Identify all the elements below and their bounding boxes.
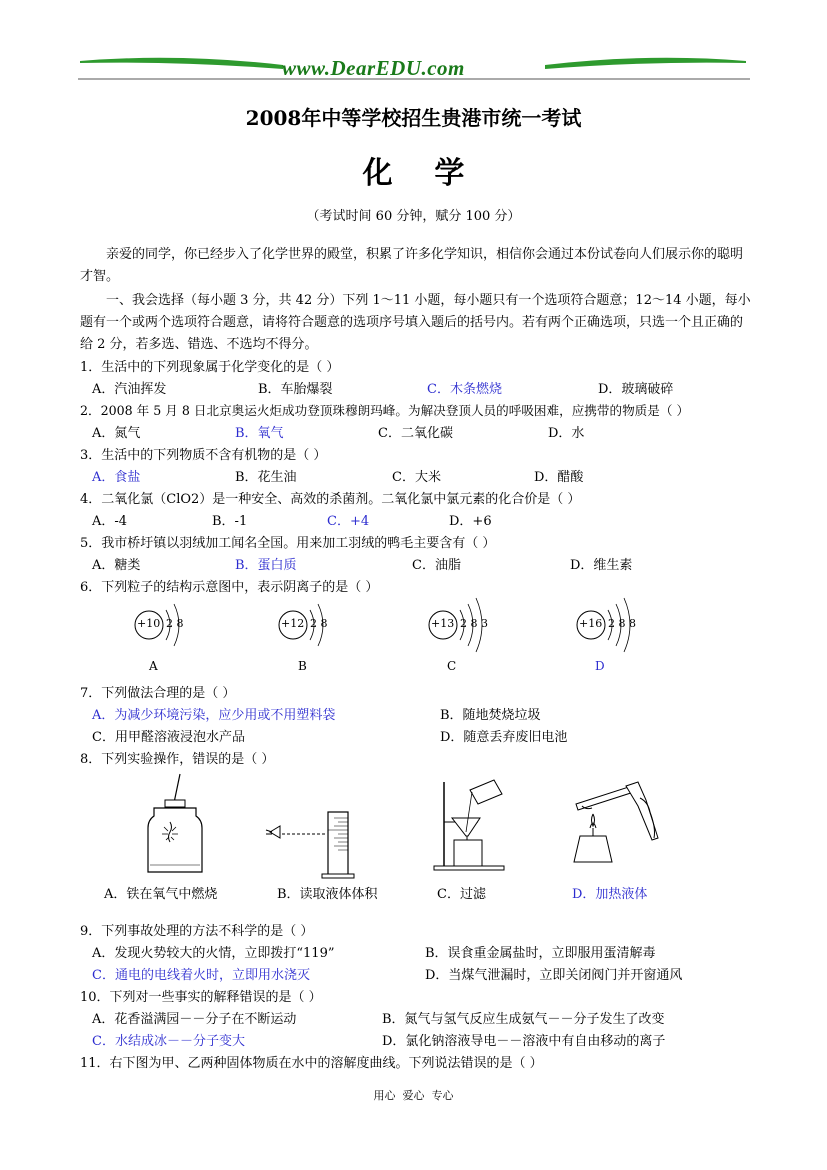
q8-option-a: A．铁在氧气中燃烧 — [104, 887, 218, 902]
atom-diagram-d — [576, 596, 656, 654]
electron-shells: 2 8 — [310, 617, 328, 630]
q1-option-d: D．玻璃破碎 — [598, 382, 674, 397]
atom-label-d: D — [595, 659, 605, 673]
q5-option-b: B．蛋白质 — [235, 558, 297, 573]
section-one-instructions: 一、我会选择（每小题 3 分，共 42 分）下列 1～11 小题，每小题只有一个选项符合题意；12～14 小题，每小题有一个或两个选项符合题意，请将符合题意的选项序号填入题后的括号内。若有两个正确选项，只选一个且正确的给 2 分，若多选、错选、不选均不得分。 — [80, 293, 751, 352]
electron-shells: 2 8 8 — [608, 617, 636, 630]
q3-option-b: B．花生油 — [235, 470, 297, 485]
reading-volume-illustration — [262, 790, 362, 880]
q8-option-d: D．加热液体 — [572, 887, 648, 902]
electron-shells: 2 8 3 — [460, 617, 488, 630]
q9-option-d: D．当煤气泄漏时，立即关闭阀门并开窗通风 — [425, 968, 683, 983]
q9-option-a: A．发现火势较大的火情，立即拨打“119” — [92, 946, 335, 961]
q8-option-c: C．过滤 — [437, 887, 486, 902]
q3-option-c: C．大米 — [392, 470, 441, 485]
q7-option-b: B．随地焚烧垃圾 — [440, 708, 541, 723]
atom-diagram-b — [278, 598, 348, 653]
q3-option-d: D．醋酸 — [534, 470, 584, 485]
q10-option-a: A．花香溢满园－－分子在不断运动 — [92, 1012, 297, 1027]
nucleus-charge: +10 — [137, 617, 161, 630]
q2-option-a: A．氮气 — [92, 426, 141, 441]
nucleus-charge: +12 — [281, 617, 305, 630]
q2-option-d: D．水 — [548, 426, 585, 441]
question-9: 9．下列事故处理的方法不科学的是（ ） — [80, 924, 314, 939]
iron-burning-illustration — [140, 772, 210, 877]
heating-liquid-illustration — [568, 778, 668, 873]
atom-diagram-a — [134, 598, 204, 653]
q1-option-a: A．汽油挥发 — [92, 382, 167, 397]
question-1: 1．生活中的下列现象属于化学变化的是（ ） — [80, 360, 340, 375]
question-5: 5．我市桥圩镇以羽绒加工闻名全国。用来加工羽绒的鸭毛主要含有（ ） — [80, 536, 496, 551]
intro-paragraph: 亲爱的同学，你已经步入了化学世界的殿堂，积累了许多化学知识，相信你会通过本份试卷向人们展示你的聪明才智。 — [80, 247, 744, 284]
q5-option-c: C．油脂 — [412, 558, 461, 573]
exam-title: 2008年中等学校招生贵港市统一考试 — [245, 106, 582, 130]
q5-option-d: D．维生素 — [570, 558, 633, 573]
q5-option-a: A．糖类 — [92, 558, 141, 573]
filtration-illustration — [432, 772, 522, 872]
nucleus-charge: +16 — [579, 617, 603, 630]
q8-option-b: B．读取液体体积 — [277, 887, 378, 902]
question-7: 7．下列做法合理的是（ ） — [80, 686, 236, 701]
q7-option-a: A．为减少环境污染，应少用或不用塑料袋 — [92, 708, 336, 723]
question-2: 2．2008 年 5 月 8 日北京奥运火炬成功登顶珠穆朗玛峰。为解决登顶人员的呼吸困难，应携带的物质是（ ） — [80, 403, 690, 418]
page-footer: 用心 爱心 专心 — [373, 1089, 454, 1102]
q4-option-a: A．-4 — [92, 514, 128, 529]
q10-option-c: C．水结成冰－－分子变大 — [92, 1034, 245, 1049]
q9-option-b: B．误食重金属盐时，立即服用蛋清解毒 — [425, 946, 656, 961]
q4-option-c: C．+4 — [327, 514, 370, 529]
nucleus-charge: +13 — [431, 617, 455, 630]
site-logo: www.DearEDU.com — [282, 56, 465, 80]
question-3: 3．生活中的下列物质不含有机物的是（ ） — [80, 448, 327, 463]
q10-option-b: B．氮气与氢气反应生成氨气－－分子发生了改变 — [382, 1012, 665, 1027]
question-8: 8．下列实验操作，错误的是（ ） — [80, 752, 275, 767]
question-6: 6．下列粒子的结构示意图中，表示阴离子的是（ ） — [80, 580, 379, 595]
question-10: 10．下列对一些事实的解释错误的是（ ） — [80, 990, 322, 1005]
subject-title: 化 学 — [362, 156, 465, 191]
q2-option-b: B．氧气 — [235, 426, 284, 441]
q7-option-d: D．随意丢弃废旧电池 — [440, 730, 568, 745]
q9-option-c: C．通电的电线着火时，立即用水浇灭 — [92, 968, 310, 983]
q2-option-c: C．二氧化碳 — [378, 426, 453, 441]
question-11: 11．右下图为甲、乙两种固体物质在水中的溶解度曲线。下列说法错误的是（ ） — [80, 1056, 543, 1071]
q3-option-a: A．食盐 — [92, 470, 141, 485]
atom-label-c: C — [447, 659, 457, 673]
atom-label-b: B — [298, 659, 307, 673]
exam-info: （考试时间 60 分钟，赋分 100 分） — [306, 209, 521, 224]
atom-diagram-c — [428, 596, 508, 654]
electron-shells: 2 8 — [166, 617, 184, 630]
q7-option-c: C．用甲醛溶液浸泡水产品 — [92, 730, 245, 745]
q1-option-c: C．木条燃烧 — [427, 382, 502, 397]
q4-option-d: D．+6 — [449, 514, 492, 529]
q10-option-d: D．氯化钠溶液导电－－溶液中有自由移动的离子 — [382, 1034, 666, 1049]
question-4: 4．二氧化氯（ClO2）是一种安全、高效的杀菌剂。二氧化氯中氯元素的化合价是（ ） — [80, 492, 581, 507]
atom-label-a: A — [149, 659, 158, 673]
q4-option-b: B．-1 — [212, 514, 248, 529]
q1-option-b: B．车胎爆裂 — [258, 382, 333, 397]
